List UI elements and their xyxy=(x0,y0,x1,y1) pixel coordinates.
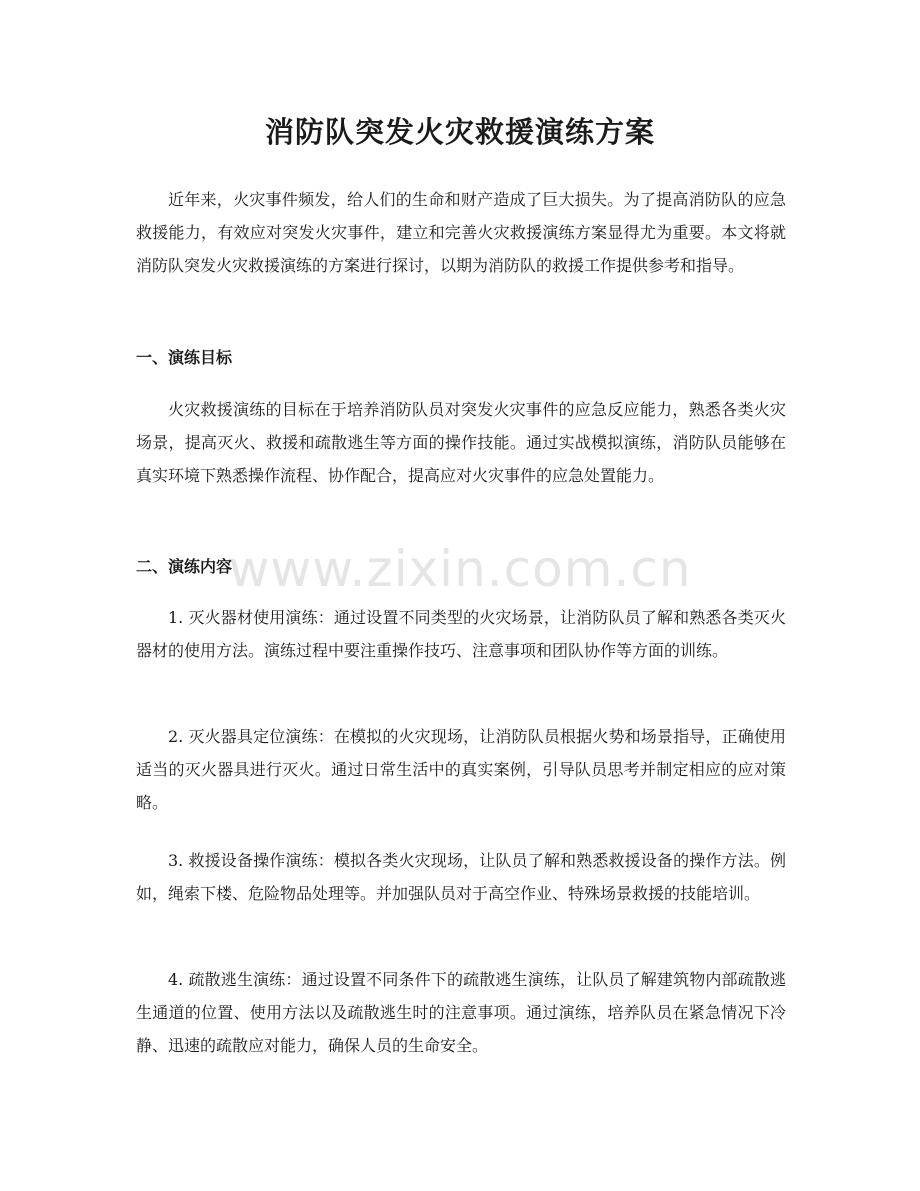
section-heading-content: 二、演练内容 xyxy=(136,557,233,576)
section-heading-goals: 一、演练目标 xyxy=(136,348,233,367)
content-item: 4. 疏散逃生演练：通过设置不同条件下的疏散逃生演练，让队员了解建筑物内部疏散逃生通道的位置、使用方法以及疏散逃生时的注意事项。通过演练，培养队员在紧急情况下冷静、迅速的疏散应对能力，确保人员的生命安全。 xyxy=(136,970,786,1055)
document-title: 消防队突发火灾救援演练方案 xyxy=(264,115,655,149)
intro-paragraph: 近年来，火灾事件频发，给人们的生命和财产造成了巨大损失。为了提高消防队的应急救援能力，有效应对突发火灾事件，建立和完善火灾救援演练方案显得尤为重要。本文将就消防队突发火灾救援演练的方案进行探讨，以期为消防队的救援工作提供参考和指导。 xyxy=(136,190,786,275)
goals-paragraph: 火灾救援演练的目标在于培养消防队员对突发火灾事件的应急反应能力，熟悉各类火灾场景，提高灭火、救援和疏散逃生等方面的操作技能。通过实战模拟演练，消防队员能够在真实环境下熟悉操作流程、协作配合，提高应对火灾事件的应急处置能力。 xyxy=(136,400,786,485)
content-item: 1. 灭火器材使用演练：通过设置不同类型的火灾场景，让消防队员了解和熟悉各类灭火器材的使用方法。演练过程中要注重操作技巧、注意事项和团队协作等方面的训练。 xyxy=(136,608,786,660)
watermark: www.zixin.com.cn xyxy=(228,540,692,598)
content-item: 2. 灭火器具定位演练：在模拟的火灾现场，让消防队员根据火势和场景指导，正确使用适当的灭火器具进行灭火。通过日常生活中的真实案例，引导队员思考并制定相应的应对策略。 xyxy=(136,727,786,812)
content-item: 3. 救援设备操作演练：模拟各类火灾现场，让队员了解和熟悉救援设备的操作方法。例如，绳索下楼、危险物品处理等。并加强队员对于高空作业、特殊场景救援的技能培训。 xyxy=(136,851,786,903)
